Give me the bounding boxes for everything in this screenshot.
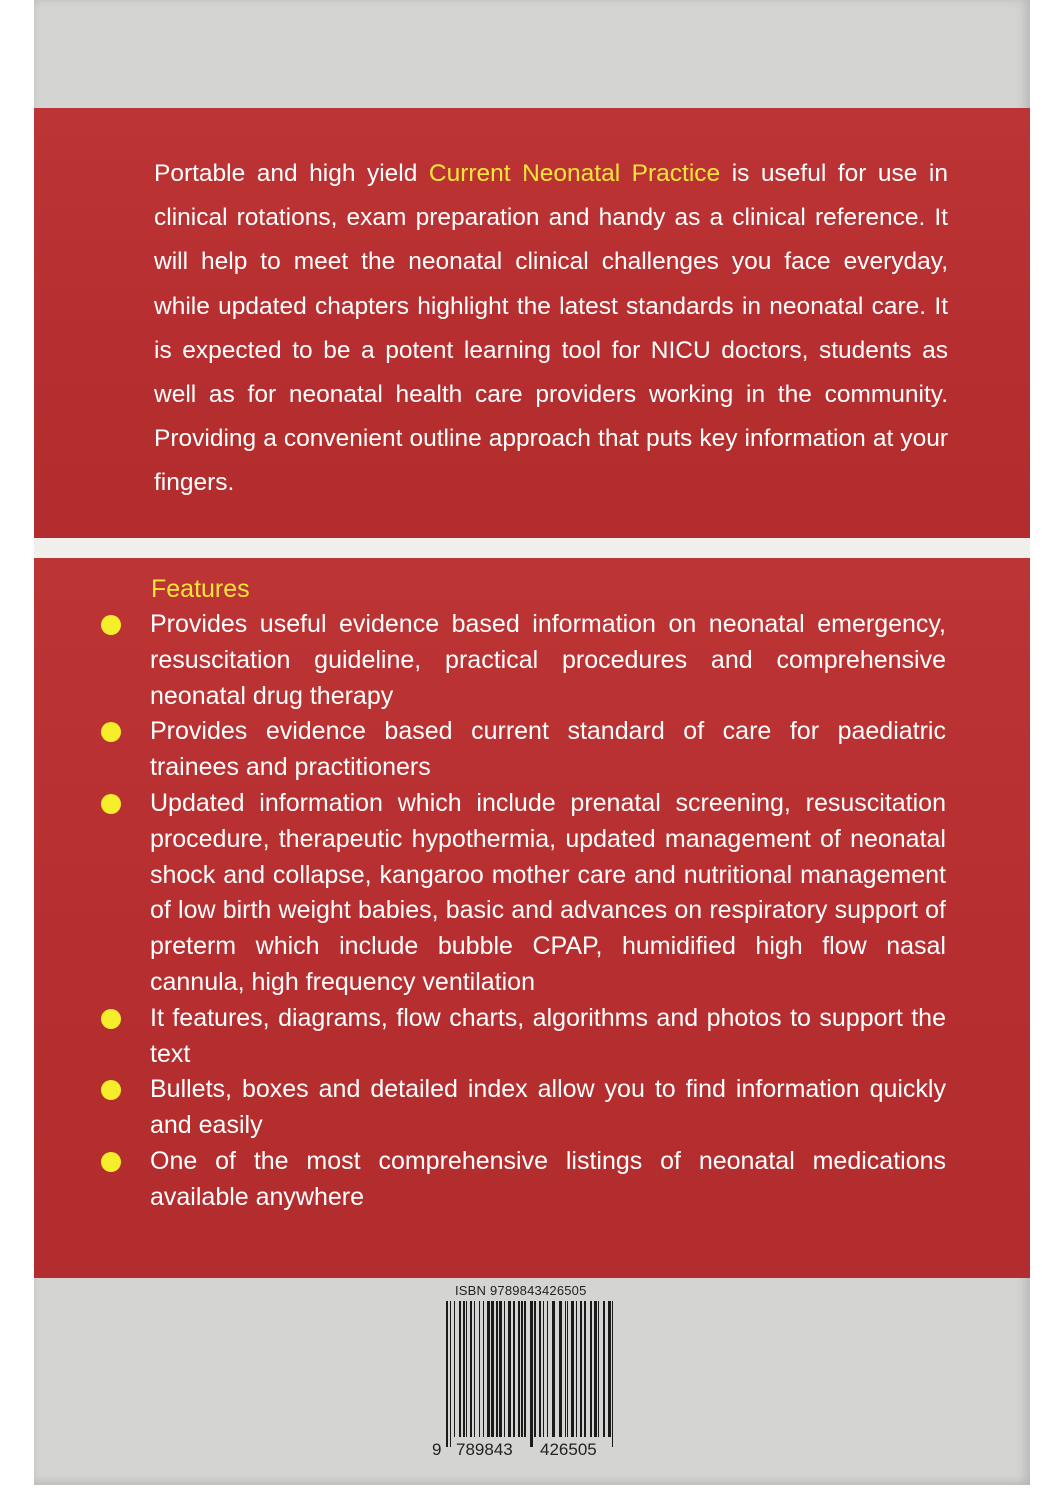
bullet-icon <box>101 722 121 742</box>
barcode-bar <box>603 1301 605 1437</box>
barcode-bar <box>518 1301 520 1437</box>
barcode-bar <box>543 1301 544 1437</box>
barcode-bar <box>598 1301 599 1437</box>
feature-item <box>100 607 946 714</box>
barcode-bar <box>524 1301 526 1437</box>
barcode-bar <box>521 1301 523 1437</box>
barcode-bar <box>513 1301 515 1437</box>
isbn-label: ISBN 9789843426505 <box>455 1283 587 1298</box>
barcode-bar <box>580 1301 582 1437</box>
barcode-bar <box>547 1301 548 1437</box>
feature-text: One of the most comprehensive listings of neonatal medications available anywhere <box>150 1146 946 1211</box>
barcode-bar <box>552 1301 555 1437</box>
barcode-bar <box>565 1301 566 1437</box>
barcode-digits-left: 789843 <box>456 1440 513 1459</box>
barcode-bar <box>446 1301 448 1447</box>
barcode-bar <box>534 1301 536 1437</box>
barcode-bar <box>567 1301 568 1437</box>
barcode-bar <box>450 1301 451 1447</box>
feature-text: Updated information which include prenatal screening, resuscitation procedure, therapeutic hypothermia, updated management of neonatal shock and collapse, kangaroo mother care and nutritional management of low birth weight babies, basic and advances on respiratory support of preterm which include bubble CPAP, humidified high flow nasal cannula, high frequency ventilation <box>150 788 946 996</box>
barcode-bar <box>608 1301 611 1437</box>
barcode-icon <box>444 1301 618 1447</box>
barcode-bar <box>454 1301 455 1437</box>
description-lead: Portable and high yield <box>154 160 429 187</box>
barcode-bar <box>479 1301 480 1437</box>
barcode-digits <box>430 1440 620 1464</box>
barcode-bar <box>559 1301 562 1437</box>
barcode-bar <box>504 1301 505 1437</box>
bullet-icon <box>101 1080 121 1100</box>
bullet-icon <box>101 615 121 635</box>
barcode-bar <box>576 1301 577 1437</box>
barcode-bar <box>483 1301 484 1437</box>
bullet-icon <box>101 1009 121 1029</box>
barcode-bar <box>466 1301 467 1437</box>
barcode-bar <box>470 1301 472 1437</box>
barcode-bar <box>584 1301 586 1437</box>
description-rest: is useful for use in clinical rotations, exam preparation and handy as a clinical reference. It will help to meet the neonatal clinical challenges you face everyday, while updated chapters highlight the latest standards in neonatal care. It is expected to be a potent learning tool for NICU doctors, students as well as for neonatal health care providers working in the community. Providing a convenient outline approach that puts key information at your fingers. <box>154 160 948 497</box>
divider-strip <box>34 538 1030 558</box>
barcode-digits-right: 426505 <box>540 1440 597 1459</box>
feature-item <box>100 1072 946 1144</box>
barcode-bar <box>463 1301 465 1437</box>
barcode-digit-first: 9 <box>432 1440 442 1459</box>
book-title-highlight: Current Neonatal Practice <box>428 160 721 187</box>
bullet-icon <box>101 1152 121 1172</box>
barcode-bar <box>491 1301 494 1437</box>
feature-text: It features, diagrams, flow charts, algorithms and photos to support the text <box>150 1003 946 1068</box>
features-heading: Features <box>151 575 250 603</box>
barcode-bar <box>508 1301 511 1437</box>
barcode-bar <box>530 1301 533 1447</box>
barcode-bar <box>474 1301 475 1437</box>
features-list <box>100 607 946 1216</box>
barcode-bar <box>612 1301 613 1447</box>
feature-text: Provides useful evidence based information on neonatal emergency, resuscitation guideline, practical procedures and comprehensive neonatal drug therapy <box>150 610 946 710</box>
barcode-bar <box>571 1301 574 1437</box>
feature-item <box>100 1001 946 1073</box>
barcode <box>444 1301 618 1447</box>
barcode-bar <box>539 1301 541 1437</box>
barcode-bar <box>459 1301 461 1437</box>
bullet-icon <box>101 794 121 814</box>
barcode-bar <box>499 1301 502 1437</box>
feature-item <box>100 786 946 1001</box>
feature-item <box>100 1144 946 1216</box>
book-description <box>154 152 948 506</box>
barcode-bar <box>590 1301 592 1437</box>
barcode-bar <box>487 1301 490 1437</box>
feature-text: Bullets, boxes and detailed index allow you to find information quickly and easily <box>150 1075 946 1140</box>
barcode-bar <box>496 1301 498 1437</box>
feature-text: Provides evidence based current standard of care for paediatric trainees and practitioners <box>150 717 946 782</box>
barcode-bar <box>594 1301 597 1437</box>
feature-item <box>100 714 946 786</box>
